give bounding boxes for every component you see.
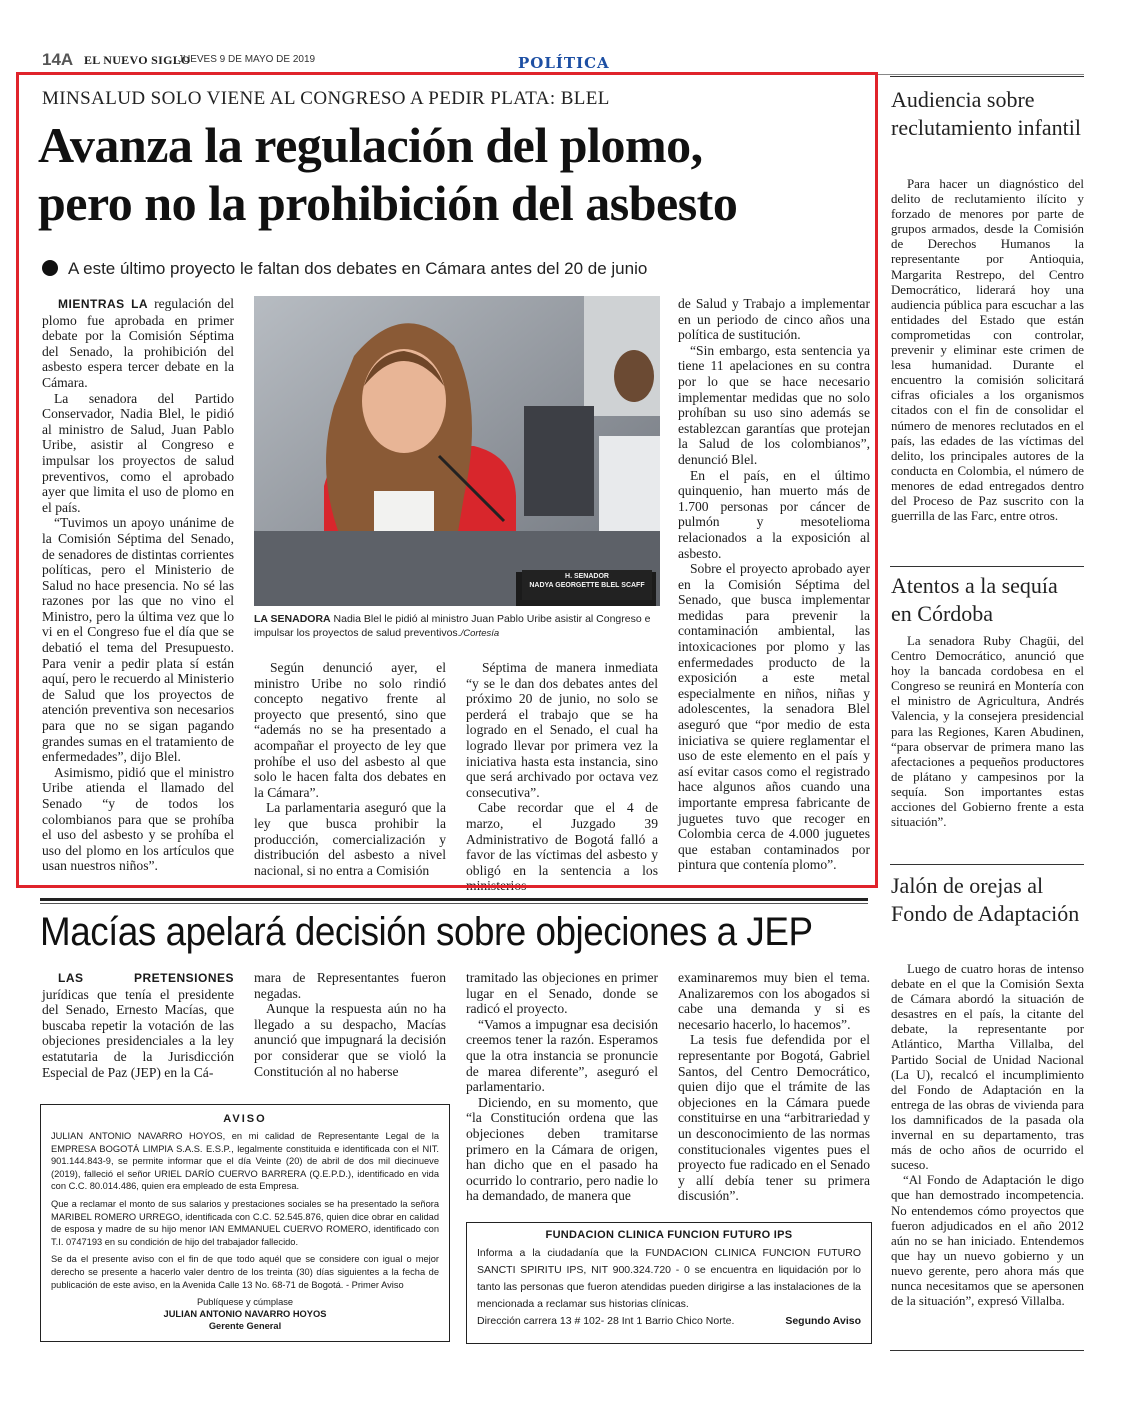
sidebar-text-3 [891, 962, 1084, 1309]
article-kicker: MINSALUD SOLO VIENE AL CONGRESO A PEDIR PLATA: BLEL [42, 88, 610, 109]
notice-paragraph: Se da el presente aviso con el fin de que todo aquél que se considere con igual o mejor derecho se presente a hacerlo valer dentro de los treinta (30) días siguientes a la fecha de publicación de este aviso, en la Avenida Calle 13 No. 68-71 de Bogotá. - Primer Aviso [51, 1254, 439, 1290]
sidebar-title-2: Atentos a la sequía en Córdoba [891, 573, 1058, 626]
paragraph: La tesis fue defendida por el representante por Bogotá, Gabriel Santos, del Centro Democrático, quien dijo que el trámite de las objeciones en la Cámara puede constituirse en una “arbitrariedad y un desconocimiento de las normas constitucionales vigentes pues el proyecto fue radicado en el Senado y allí debía tener su primera discusión”. [678, 1032, 870, 1204]
paragraph: Para hacer un diagnóstico del delito de reclutamiento ilícito y forzado de menores por parte de grupos armados, desde la Comisión de Derechos Humanos la representante por Antioquia, Margarita Restrepo, del Centro Democrático, liderará hoy una audiencia pública para escuchar a las entidades del Estado que están comprometidas con controlar, prevenir y eliminar este crimen de lesa humanidad. Durante el encuentro la comisión solicitará cifras oficiales a los organismos citados con el fin de consolidar el número de menores reclutados en el país, las edades de las víctimas del delito, los principales autores de la conducta en Colombia, el número de menores de edad entregados dentro del Proceso de Paz suscrito con la guerrilla de las Farc, entre otros. [891, 177, 1084, 524]
sidebar-rule-2 [890, 566, 1084, 567]
caption-label: LA SENADORA [254, 613, 331, 625]
nameplate-line-1: H. SENADOR [565, 573, 609, 580]
clinic-notice-footer [477, 1313, 861, 1329]
paragraph: tramitado las objeciones en primer lugar en el Senado, donde se radicó el proyecto. [466, 970, 658, 1017]
second-headline: Macías apelará decisión sobre objeciones a JEP [40, 910, 813, 954]
section-separator-thin [40, 903, 868, 904]
section-separator [40, 898, 868, 901]
newspaper-name: EL NUEVO SIGLO [84, 53, 191, 67]
highlight-frame [16, 72, 878, 888]
notice-paragraph: JULIAN ANTONIO NAVARRO HOYOS, en mi calidad de Representante Legal de la EMPRESA BOGOTÁ LIMPIA S.A.S. E.S.P., legalmente constituida e identificada con el NIT. 901.144.843-9, se permite informar que el día Veinte (20) de abril de dos mil diecinueve (2019), falleció el señor URIEL DARÍO CUERVO BARRERA (Q.E.P.D.), identificado en vida con C.C. 80.014.486, quien era empleado de esta Empresa. [51, 1131, 439, 1192]
signature-title: Gerente General [208, 1321, 282, 1332]
notice-paragraph: Que a reclamar el monto de sus salarios y prestaciones sociales se ha presentado la señora MARIBEL ROMERO URREGO, identificada con C.C. 52.545.876, quien dice obrar en calidad de esposa y madre de su hijo menor IAN EMMANUEL CUERVO ROMERO, identificado con T.I. 0747193 en su condición de hijo del trabajador fallecido. [51, 1198, 439, 1247]
second-column-3 [466, 970, 658, 1204]
signature-name: JULIAN ANTONIO NAVARRO HOYOS [163, 1309, 327, 1320]
paragraph: La senadora del Partido Conservador, Nadia Blel, le pidió al ministro de Salud, Juan Pablo Uribe, asistir al Congreso e impulsar los proyectos de salud preventivos, como el aprobado ayer que limita el uso de plomo en el país. [42, 390, 234, 515]
paragraph: de Salud y Trabajo a implementar en un periodo de cinco años una política de sustitución. [678, 296, 870, 343]
section-name: POLÍTICA [518, 54, 610, 72]
paragraph: Diciendo, en su momento, que “la Constitución ordena que las objeciones deben tramitarse primero en la Cámara de origen, han dicho que en el pasado ha ocurrido lo contrario, pero nadie lo ha demandado, de manera que [466, 1094, 658, 1204]
sidebar-top-rule [890, 76, 1084, 77]
paragraph: “Sin embargo, esta sentencia ya tiene 11 apelaciones en su contra por lo que se hace necesario implementar medidas que no solo prohíban su uso sino además se establezcan garantías que protejan la Salud de los colombianos”, denunció Blel. [678, 342, 870, 467]
clinic-notice-box [466, 1222, 872, 1344]
sidebar-title-1: Audiencia sobre reclutamiento infantil [891, 87, 1081, 140]
paragraph: Séptima de manera inmediata “y se le dan dos debates antes del próximo 20 de junio, no solo se perderá el trabajo que se ha logrado en el Senado, el cual ha logrado llevar por primera vez la iniciativa hasta esta instancia, sino que será archivado por octava vez consecutiva”. [466, 660, 658, 800]
clinic-notice-title: FUNDACION CLINICA FUNCION FUTURO IPS [545, 1229, 793, 1241]
sidebar-title-3: Jalón de orejas al Fondo de Adaptación [891, 873, 1080, 926]
signature-line: Publíquese y cúmplase [196, 1297, 294, 1308]
sidebar-bottom-rule [890, 1350, 1084, 1351]
paragraph: En el país, en el último quinquenio, han muerto más de 1.700 personas por cáncer de pulmón y mesotelioma relacionados a la exposición al asbesto. [678, 467, 870, 561]
paragraph: La senadora Ruby Chagüi, del Centro Democrático, anunció que hoy la bancada cordobesa en el Congreso se reunirá en Montería con el ministro de Agricultura, Andrés Valencia, y la consejera presidencial para las Regiones, Karen Abudinen, “para observar de primera mano las afectaciones a pequeños productores de plátano y campesinos por la sequía. Son importantes estas acciones del Gobierno frente a esta situación”. [891, 634, 1084, 830]
nameplate-line-2: NADYA GEORGETTE BLEL SCAFF [529, 582, 645, 589]
paragraph: “Tuvimos un apoyo unánime de la Comisión Séptima del Senado, de senadores de distintas corrientes políticas, pero el Ministerio de Salud no hace presencia. No sé las razones por las que no vino el Ministro, pero la última vez que lo vi en el Congreso fue el día que se debatió el tema del Presupuesto. Para venir a pedir plata sí están aquí, pero le recuerdo al Ministerio de Salud que los proyectos de atención preventiva son necesarios para que no se sigan pagando grandes sumas en el tratamiento de enfermedades”, dijo Blel. [42, 515, 234, 765]
legal-notice-box [40, 1104, 450, 1342]
paragraph: Aunque la respuesta aún no ha llegado a su despacho, Macías anunció que impugnará la decisión por considerar que se violó la Constitución al no haberse [254, 1001, 446, 1079]
paragraph-text: regulación del plomo fue aprobada en primer debate por la Comisión Séptima del Senado, la prohibición del asbesto espera tercer debate en la Cámara. [42, 296, 235, 390]
paragraph: “Al Fondo de Adaptación le digo que han demostrado incompetencia. No entendemos cómo proyectos que fueron adjudicados en el año 2012 aún no se han iniciado. Entendemos que hay un nuevo gobierno y un nuevo gerente, pero ahora más que nunca necesitamos que se apersonen de la situación”, expresó Villalba. [891, 1173, 1084, 1309]
caption-credit: /Cortesía [460, 628, 500, 639]
lead-in: MIENTRAS LA [58, 297, 149, 311]
paragraph [42, 970, 234, 1080]
paragraph: Sobre el proyecto aprobado ayer en la Comisión Séptima del Senado, que busca implementar medidas para prevenir la contaminación ambiental, las intoxicaciones por plomo y las enfermedades producto de la exposición a este metal especialmente en niños, niñas y adolescentes, la senadora Blel aseguró que “por medio de esta iniciativa se quiere reglamentar el uso de este elemento en el país y así evitar casos como el registrado hace algunos años cuando una importante empresa fabricante de juguetes tuvo que recoger en Colombia cerca de 4.000 juguetes que estaban contaminados por pintura que contenía plomo”. [678, 561, 870, 873]
sidebar-text-1 [891, 177, 1084, 524]
headline-line-2: pero no la prohibición del asbesto [38, 175, 738, 231]
sidebar-text-2 [891, 634, 1084, 830]
sidebar-rule-3 [890, 864, 1084, 865]
second-column-1 [42, 970, 234, 1080]
headline-line-1: Avanza la regulación del plomo, [38, 117, 703, 173]
paragraph: “Vamos a impugnar esa decisión creemos tener la razón. Esperamos que la otra instancia se pronuncie de marea diferente”, aseguró el parlamentario. [466, 1016, 658, 1095]
paragraph: Según denunció ayer, el ministro Uribe no solo rindió concepto negativo frente al proyecto que presentó, sino que “además no se ha presentado a acompañar el proyecto de ley que prohíbe el uso del asbesto al que solo le hacen falta dos debates en la Cámara”. [254, 660, 446, 800]
notice-title: AVISO [223, 1113, 267, 1125]
clinic-notice-text: Informa a la ciudadanía que la FUNDACION CLINICA FUNCION FUTURO SANCTI SPIRITU IPS, NIT 900.324.720 - 0 se encuentra en liquidación por lo tanto las personas que fueron atendidas pueden dirigirse a las instalaciones de la mencionada a reclamar sus historias clínicas. [477, 1247, 861, 1310]
clinic-notice-label: Segundo Aviso [785, 1315, 861, 1327]
lead-in: LAS PRETENSIONES [58, 971, 234, 985]
second-column-2 [254, 970, 446, 1079]
paragraph: mara de Representantes fueron negadas. [254, 970, 446, 1001]
notice-body [51, 1130, 439, 1291]
second-column-4 [678, 970, 870, 1204]
clinic-address: Dirección carrera 13 # 102- 28 Int 1 Barrio Chico Norte. [477, 1315, 735, 1327]
paragraph: La parlamentaria aseguró que la ley que busca prohibir la producción, comercialización y distribución del asbesto a nivel nacional, si no entra a Comisión [254, 800, 446, 878]
notice-signature [51, 1296, 439, 1332]
paragraph: Cabe recordar que el 4 de marzo, el Juzgado 39 Administrativo de Bogotá falló a favor de las víctimas del asbesto y obligó en la sentencia a los ministerios [466, 800, 658, 894]
paragraph: Asimismo, pidió que el ministro Uribe atienda el llamado del Senado “y de todos los colombianos para que se prohíba el uso del asbesto y se prohíba el uso del plomo en los artículos que usan nuestros niños”. [42, 764, 234, 874]
issue-date: JUEVES 9 DE MAYO DE 2019 [178, 54, 316, 65]
subhead-text: A este último proyecto le faltan dos debates en Cámara antes del 20 de junio [68, 259, 648, 278]
paragraph: Luego de cuatro horas de intenso debate en el que la Comisión Sexta de Cámara abordó la situación de desastres en el país, la citante del debate, la representante por Atlántico, Martha Villalba, del Partido Social de Unidad Nacional (La U), recalcó el incumplimiento del Fondo de Adaptación en la entrega de las obras de vivienda para los damnificados de la pasada ola invernal en su departamento, tras más de ocho años de ocurrido el suceso. [891, 962, 1084, 1173]
paragraph: examinaremos muy bien el tema. Analizaremos con los abogados si cabe una demanda y si es necesario hacerlo, lo hacemos”. [678, 970, 870, 1032]
caption-text: Nadia Blel le pidió al ministro Juan Pablo Uribe asistir al Congreso e impulsar los proyectos de salud preventivos. [254, 613, 651, 639]
page-number: 14A [42, 50, 74, 69]
paragraph-text: jurídicas que tenía el presidente del Senado, Ernesto Macías, que buscaba repetir la votación de las objeciones presidenciales a la ley estatutaria de la Jurisdicción Especial de Paz (JEP) en la Cá- [42, 986, 234, 1080]
